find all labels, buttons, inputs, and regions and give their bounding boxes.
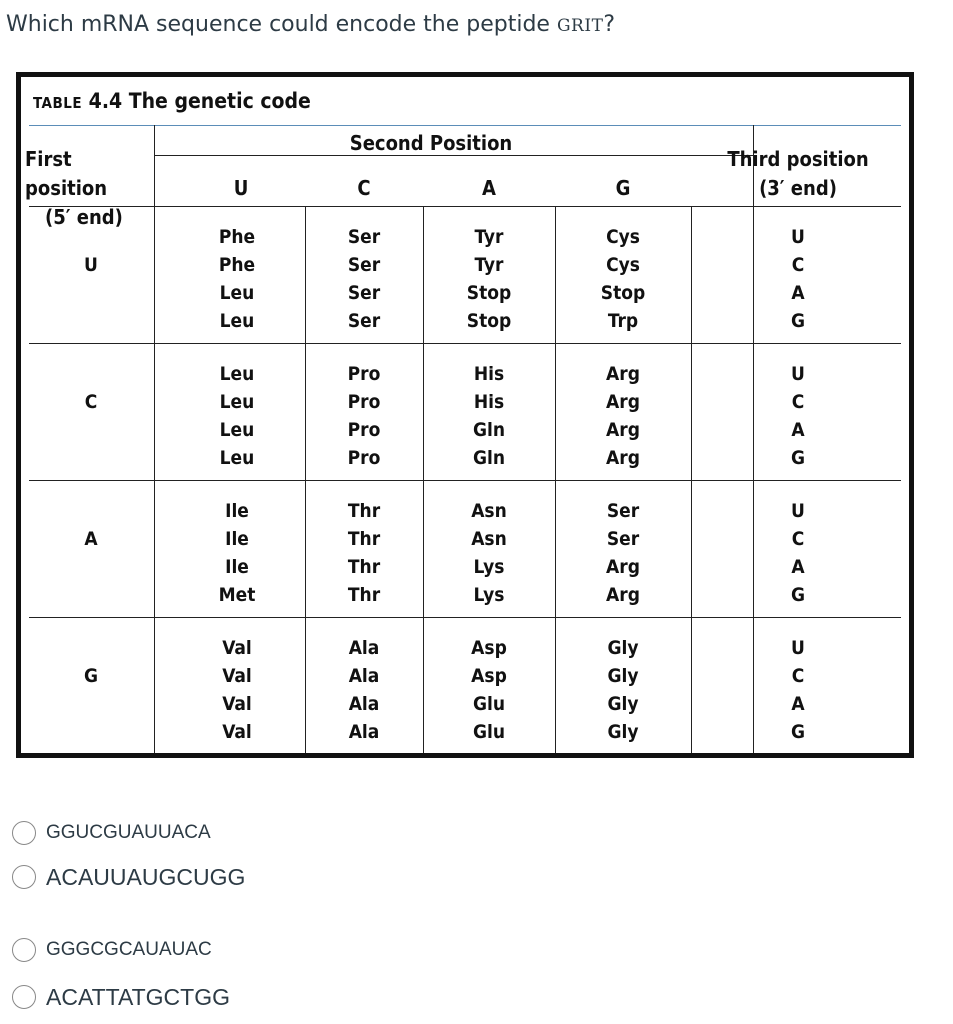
answer-option-3[interactable] — [12, 935, 212, 965]
codon-cell: His His Gln Gln — [472, 363, 506, 469]
option-label: ACAUUAUGCUGG — [46, 863, 246, 890]
radio-button[interactable] — [12, 821, 36, 845]
codon-cell: Leu Leu Leu Leu — [219, 363, 255, 469]
block-separator — [29, 617, 901, 618]
row-header-u: U — [84, 254, 98, 276]
codon-cell: Gly Gly Gly Gly — [607, 637, 639, 743]
answer-option-2[interactable] — [12, 860, 245, 894]
answer-option-1[interactable] — [12, 818, 211, 848]
codon-cell: Thr Thr Thr Thr — [347, 500, 381, 606]
codon-cell: Ala Ala Ala Ala — [348, 637, 380, 743]
col-header-c: C — [357, 176, 371, 200]
second-position-header: Second Position — [349, 131, 513, 155]
question-text: Which mRNA sequence could encode the peptide GRIT? — [6, 12, 616, 37]
third-position-header: Third position (3′ end) — [727, 147, 869, 200]
third-position-cell: U C A G — [790, 637, 806, 743]
option-label: ACATTATGCTGG — [46, 983, 230, 1010]
codon-cell: Pro Pro Pro Pro — [347, 363, 381, 469]
col-header-g: G — [615, 176, 631, 200]
peptide-name: GRIT — [556, 16, 604, 36]
option-label: GGUCGUAUUACA — [46, 822, 211, 843]
first-position-header: First position (5′ end) — [25, 147, 123, 229]
row-header-c: C — [84, 391, 98, 413]
column-divider — [305, 206, 306, 753]
radio-button[interactable] — [12, 938, 36, 962]
third-position-cell: U C A G — [790, 363, 806, 469]
header-rule-bottom — [29, 206, 901, 207]
genetic-code-table — [16, 72, 914, 758]
third-position-cell: U C A G — [790, 500, 806, 606]
answer-option-4[interactable] — [12, 980, 230, 1014]
row-header-a: A — [84, 528, 98, 550]
block-separator — [29, 480, 901, 481]
col-header-a: A — [482, 176, 496, 200]
column-divider — [555, 206, 556, 753]
codon-cell: Ser Ser Ser Ser — [347, 226, 381, 332]
codon-cell: Val Val Val Val — [222, 637, 252, 743]
codon-cell: Cys Cys Stop Trp — [600, 226, 646, 332]
codon-cell: Ser Ser Arg Arg — [606, 500, 640, 606]
codon-cell: Arg Arg Arg Arg — [606, 363, 640, 469]
codon-cell: Phe Phe Leu Leu — [218, 226, 256, 332]
codon-cell: Asn Asn Lys Lys — [471, 500, 507, 606]
block-separator — [29, 343, 901, 344]
radio-button[interactable] — [12, 865, 36, 889]
column-divider — [423, 206, 424, 753]
radio-button[interactable] — [12, 985, 36, 1009]
codon-cell: Asp Asp Glu Glu — [471, 637, 507, 743]
row-header-g: G — [83, 665, 99, 687]
col-header-u: U — [233, 176, 249, 200]
column-divider — [691, 206, 692, 753]
caption-rule — [29, 125, 901, 126]
table-caption: TABLE 4.4 The genetic code — [33, 89, 311, 113]
codon-cell: Ile Ile Ile Met — [218, 500, 256, 606]
codon-cell: Tyr Tyr Stop Stop — [466, 226, 512, 332]
third-position-cell: U C A G — [790, 226, 806, 332]
option-label: GGGCGCAUAUAC — [46, 939, 212, 960]
